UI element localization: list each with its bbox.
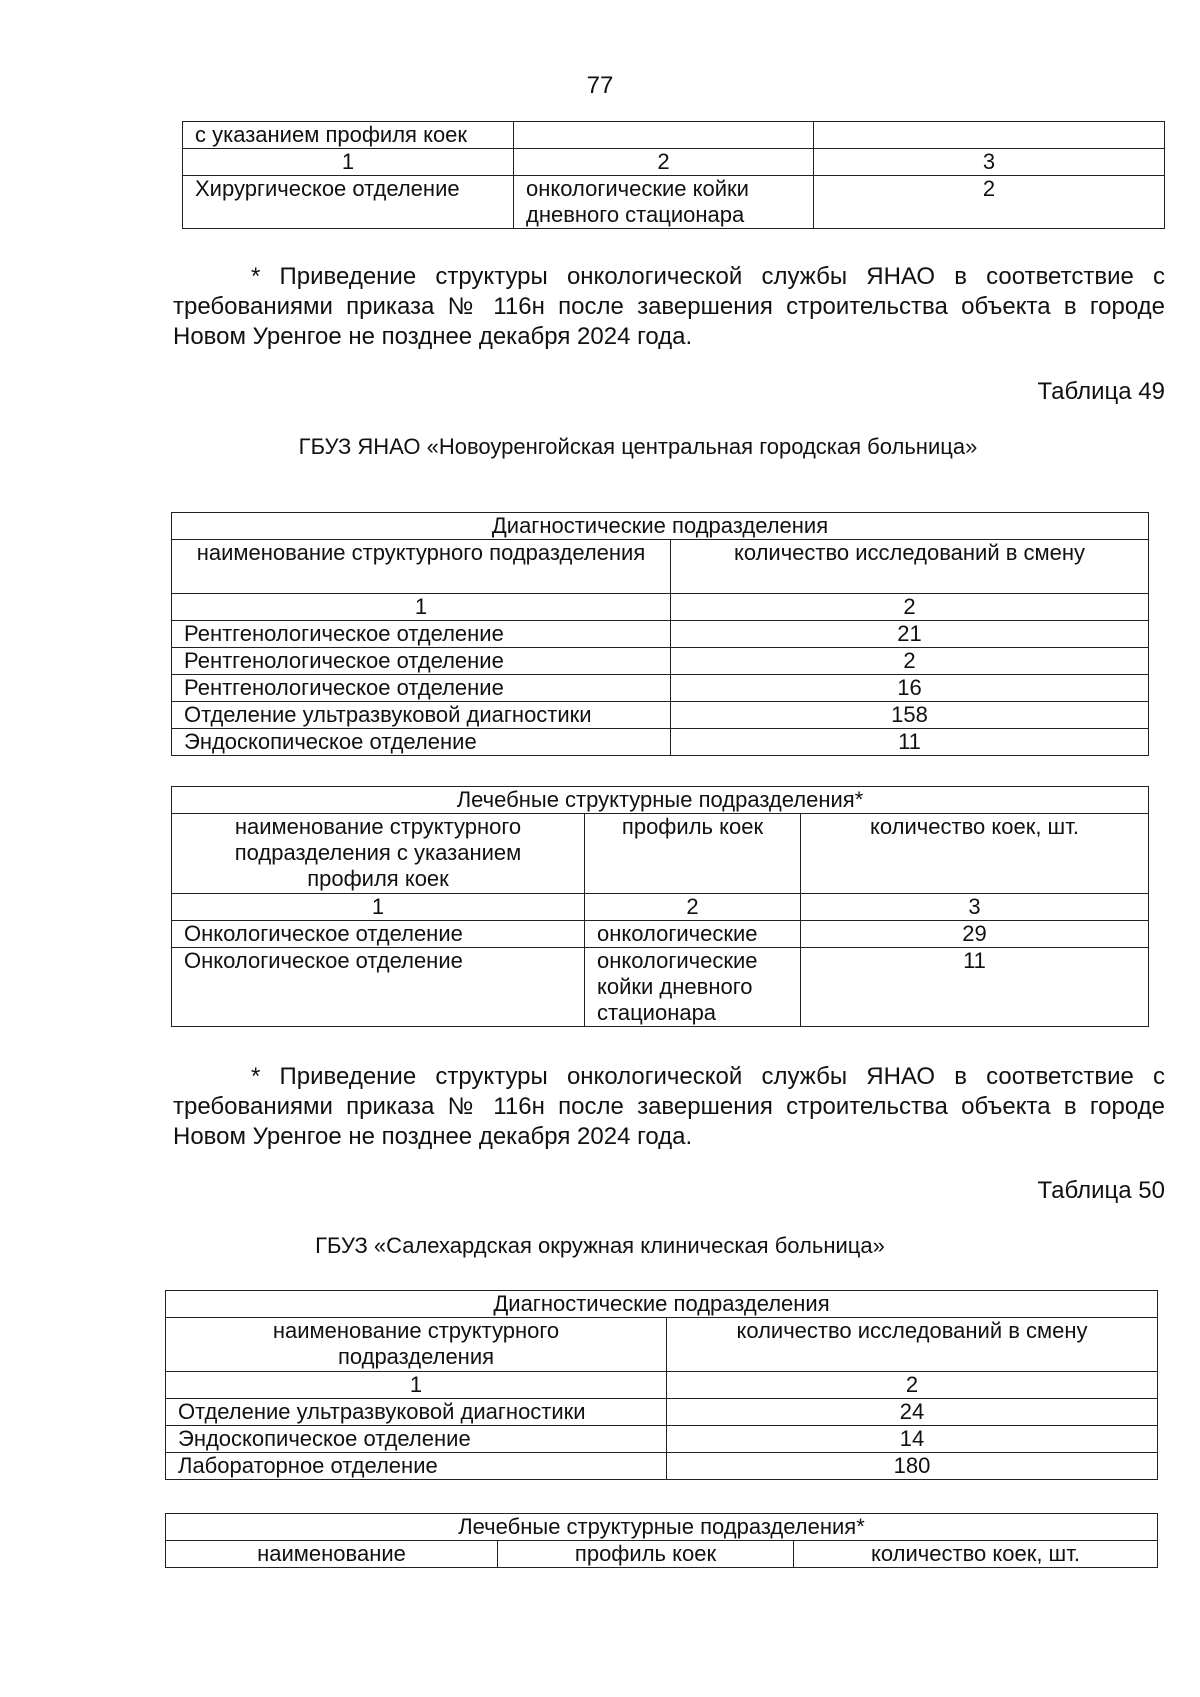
table-cell: 180 [667,1453,1158,1480]
table-cell: онкологические [585,921,801,948]
table-title: Диагностические подразделения [172,513,1149,540]
column-header: количество исследований в смену [671,540,1149,594]
footnote: * Приведение структуры онкологической службы ЯНАО в соответствие с требованиями приказа № 116н после завершения строительства объекта в городе Новом Уренгое не позднее декабря 2024 года. [173,1063,1165,1150]
table-row [166,1318,1158,1372]
table-row [166,1399,1158,1426]
table-row [172,540,1149,594]
column-number: 1 [172,594,671,621]
table-row [172,648,1149,675]
table-cell [814,122,1165,149]
table-cell: Эндоскопическое отделение [172,729,671,756]
table-row [172,594,1149,621]
column-header: количество исследований в смену [667,1318,1158,1372]
column-header: наименование структурного подразделения [166,1318,667,1372]
table-cell: Отделение ультразвуковой диагностики [172,702,671,729]
table-title: Лечебные структурные подразделения* [166,1514,1158,1541]
table-number: Таблица 50 [1037,1177,1165,1204]
column-header: количество коек, шт. [794,1541,1158,1568]
table-cell: 16 [671,675,1149,702]
column-number: 3 [801,894,1149,921]
diagnostic-units-table [165,1290,1158,1480]
table-row [166,1453,1158,1480]
table-row [183,176,1165,229]
table-row [166,1426,1158,1453]
column-header: наименование [166,1541,498,1568]
table-caption: ГБУЗ «Салехардская окружная клиническая больница» [315,1233,885,1258]
table-row [172,814,1149,894]
column-number: 1 [183,149,514,176]
table-cell: 11 [801,948,1149,1027]
table-cell: Рентгенологическое отделение [172,621,671,648]
table-row [172,894,1149,921]
table-caption: ГБУЗ ЯНАО «Новоуренгойская центральная городская больница» [298,434,978,459]
continued-table [182,121,1165,229]
column-number: 3 [814,149,1165,176]
table-cell: 11 [671,729,1149,756]
table-cell: Онкологическое отделение [172,921,585,948]
table-cell: 158 [671,702,1149,729]
table-title: Диагностические подразделения [166,1291,1158,1318]
table-cell: Эндоскопическое отделение [166,1426,667,1453]
column-number: 2 [514,149,814,176]
table-cell: Лабораторное отделение [166,1453,667,1480]
table-cell: 29 [801,921,1149,948]
table-row [172,513,1149,540]
table-row [172,621,1149,648]
table-cell: 2 [671,648,1149,675]
table-row [183,149,1165,176]
column-number: 1 [166,1372,667,1399]
column-header: профиль коек [585,814,801,894]
table-cell: Онкологическое отделение [172,948,585,1027]
treatment-units-table [171,786,1149,1027]
treatment-units-table [165,1513,1158,1568]
table-row [166,1541,1158,1568]
table-cell: Рентгенологическое отделение [172,648,671,675]
table-number: Таблица 49 [1037,378,1165,405]
table-cell: с указанием профиля коек [183,122,514,149]
table-row [172,675,1149,702]
table-cell: Хирургическое отделение [183,176,514,229]
table-row [166,1514,1158,1541]
column-header: количество коек, шт. [801,814,1149,894]
diagnostic-units-table [171,512,1149,756]
table-cell [514,122,814,149]
column-number: 2 [671,594,1149,621]
table-title: Лечебные структурные подразделения* [172,787,1149,814]
table-cell: Рентгенологическое отделение [172,675,671,702]
column-header: наименование структурного подразделения с указанием профиля коек [172,814,585,894]
table-cell: онкологические койки дневного стационара [585,948,801,1027]
table-row [172,921,1149,948]
table-row [172,729,1149,756]
column-number: 1 [172,894,585,921]
table-row [172,702,1149,729]
table-row [183,122,1165,149]
table-cell: 24 [667,1399,1158,1426]
table-cell: Отделение ультразвуковой диагностики [166,1399,667,1426]
table-cell: 2 [814,176,1165,229]
page-number: 77 [586,72,614,99]
column-number: 2 [667,1372,1158,1399]
column-header: наименование структурного подразделения [172,540,671,594]
table-row [172,948,1149,1027]
column-header: профиль коек [498,1541,794,1568]
column-number: 2 [585,894,801,921]
table-row [172,787,1149,814]
table-cell: 14 [667,1426,1158,1453]
table-cell: онкологические койки дневного стационара [514,176,814,229]
footnote: * Приведение структуры онкологической службы ЯНАО в соответствие с требованиями приказа № 116н после завершения строительства объекта в городе Новом Уренгое не позднее декабря 2024 года. [173,263,1165,350]
table-cell: 21 [671,621,1149,648]
table-row [166,1291,1158,1318]
table-row [166,1372,1158,1399]
